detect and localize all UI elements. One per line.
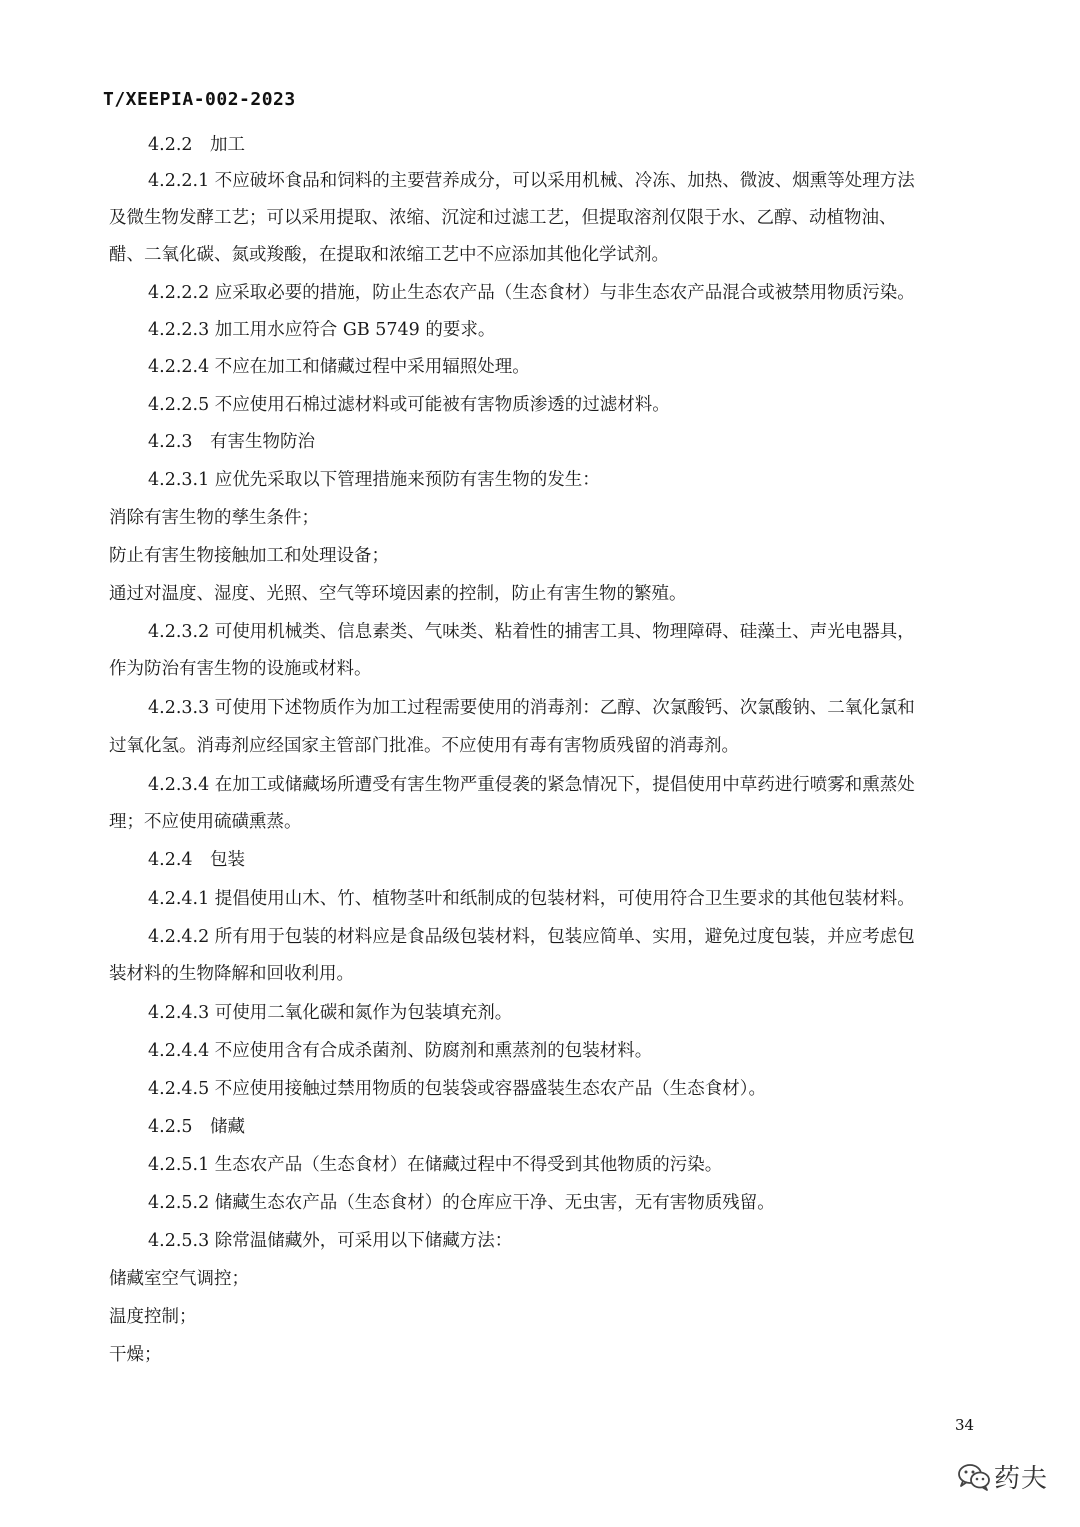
clause-4-2-4-5: 4.2.4.5 不应使用接触过禁用物质的包装袋或容器盛装生态农产品（生态食材）。	[148, 1079, 767, 1099]
clause-4-2-2-1-cont: 及微生物发酵工艺；可以采用提取、浓缩、沉淀和过滤工艺，但提取溶剂仅限于水、乙醇、动植物油、	[109, 208, 897, 228]
watermark	[958, 1458, 1048, 1495]
clause-4-2-2-1-cont: 醋、二氧化碳、氮或羧酸，在提取和浓缩工艺中不应添加其他化学试剂。	[109, 245, 669, 265]
list-item: 通过对温度、湿度、光照、空气等环境因素的控制，防止有害生物的繁殖。	[109, 584, 687, 604]
list-item: 干燥；	[109, 1345, 162, 1365]
clause-4-2-2-3: 4.2.2.3 加工用水应符合 GB 5749 的要求。	[148, 320, 496, 340]
clause-4-2-3-2: 4.2.3.2 可使用机械类、信息素类、气味类、粘着性的捕害工具、物理障碍、硅藻土、声光电器具，	[148, 622, 915, 642]
document-header-code: T/XEEPIA-002-2023	[103, 89, 296, 110]
wechat-icon	[958, 1463, 990, 1491]
clause-4-2-3-3: 4.2.3.3 可使用下述物质作为加工过程需要使用的消毒剂：乙醇、次氯酸钙、次氯酸钠、二氧化氯和	[148, 698, 915, 718]
clause-4-2-4-2: 4.2.4.2 所有用于包装的材料应是食品级包装材料，包装应简单、实用，避免过度包装，并应考虑包	[148, 927, 915, 947]
clause-4-2-4-3: 4.2.4.3 可使用二氧化碳和氮作为包装填充剂。	[148, 1003, 513, 1023]
section-heading-4-2-2: 4.2.2 加工	[148, 135, 246, 155]
clause-4-2-2-1: 4.2.2.1 不应破坏食品和饲料的主要营养成分，可以采用机械、冷冻、加热、微波、烟熏等处理方法	[148, 171, 915, 191]
watermark-text: 药夫	[994, 1464, 1049, 1494]
clause-4-2-3-2-cont: 作为防治有害生物的设施或材料。	[109, 659, 372, 679]
clause-4-2-2-2: 4.2.2.2 应采取必要的措施，防止生态农产品（生态食材）与非生态农产品混合或被禁用物质污染。	[148, 283, 915, 303]
list-item: 温度控制；	[109, 1307, 197, 1327]
clause-4-2-2-5: 4.2.2.5 不应使用石棉过滤材料或可能被有害物质渗透的过滤材料。	[148, 395, 670, 415]
clause-4-2-3-4: 4.2.3.4 在加工或储藏场所遭受有害生物严重侵袭的紧急情况下，提倡使用中草药进行喷雾和熏蒸处	[148, 775, 915, 795]
clause-4-2-5-3: 4.2.5.3 除常温储藏外，可采用以下储藏方法：	[148, 1231, 513, 1251]
list-item: 防止有害生物接触加工和处理设备；	[109, 546, 389, 566]
clause-4-2-4-4: 4.2.4.4 不应使用含有合成杀菌剂、防腐剂和熏蒸剂的包装材料。	[148, 1041, 653, 1061]
clause-4-2-3-4-cont: 理；不应使用硫磺熏蒸。	[109, 812, 302, 832]
clause-4-2-5-2: 4.2.5.2 储藏生态农产品（生态食材）的仓库应干净、无虫害，无有害物质残留。	[148, 1193, 775, 1213]
list-item: 消除有害生物的孳生条件；	[109, 508, 319, 528]
section-heading-4-2-4: 4.2.4 包装	[148, 850, 246, 870]
clause-4-2-5-1: 4.2.5.1 生态农产品（生态食材）在储藏过程中不得受到其他物质的污染。	[148, 1155, 723, 1175]
clause-4-2-4-1: 4.2.4.1 提倡使用山木、竹、植物茎叶和纸制成的包装材料，可使用符合卫生要求的其他包装材料。	[148, 889, 915, 909]
clause-4-2-2-4: 4.2.2.4 不应在加工和储藏过程中采用辐照处理。	[148, 357, 530, 377]
section-heading-4-2-3: 4.2.3 有害生物防治	[148, 432, 316, 452]
page-number: 34	[955, 1416, 975, 1434]
list-item: 储藏室空气调控；	[109, 1269, 249, 1289]
clause-4-2-4-2-cont: 装材料的生物降解和回收利用。	[109, 964, 354, 984]
section-heading-4-2-5: 4.2.5 储藏	[148, 1117, 246, 1137]
clause-4-2-3-1: 4.2.3.1 应优先采取以下管理措施来预防有害生物的发生：	[148, 470, 600, 490]
clause-4-2-3-3-cont: 过氧化氢。消毒剂应经国家主管部门批准。不应使用有毒有害物质残留的消毒剂。	[109, 736, 739, 756]
